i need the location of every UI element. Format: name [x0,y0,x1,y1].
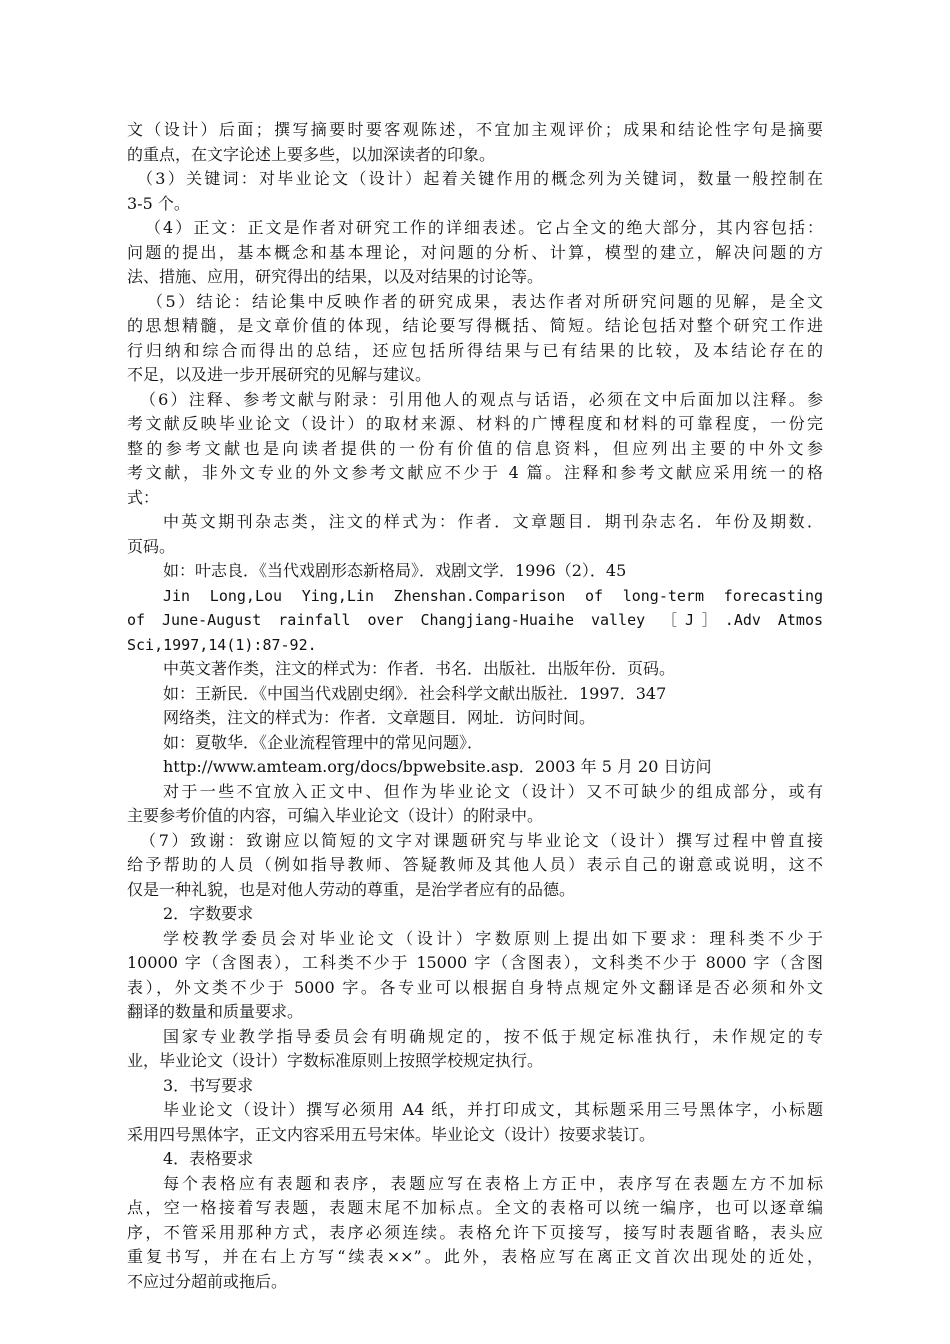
section-heading: 3．书写要求 [163,1076,254,1095]
text-line: 国家专业教学指导委员会有明确规定的，按不低于规定标准执行，未作规定的专 [163,1027,823,1046]
text-line: 仅是一种礼貌，也是对他人劳动的尊重，是治学者应有的品德。 [127,880,576,899]
text-line: 整的参考文献也是向读者提供的一份有价值的信息资料，但应列出主要的中外文参 [127,439,823,458]
text-line: 如：王新民．《中国当代戏剧史纲》．社会科学文献出版社．1997．347 [163,684,667,703]
text-line: 页码。 [127,537,176,556]
text-line: 不应过分超前或拖后。 [127,1272,288,1291]
text-line: 如：夏敬华．《企业流程管理中的常见问题》． [163,733,484,752]
section-heading: 2．字数要求 [163,904,254,923]
text-line: 文（设计）后面；撰写摘要时要客观陈述，不宜加主观评价；成果和结论性字句是摘要 [127,120,823,139]
text-line: 如：叶志良．《当代戏剧形态新格局》．戏剧文学．1996（2）．45 [163,561,627,580]
text-line: 考文献，非外文专业的外文参考文献应不少于 4 篇。注释和参考文献应采用统一的格 [127,463,823,482]
text-line: 3-5 个。 [127,194,190,213]
text-line: （7）致谢：致谢应以简短的文字对课题研究与毕业论文（设计）撰写过程中曾直接 [140,831,823,850]
text-line: 中英文期刊杂志类，注文的样式为：作者．文章题目．期刊杂志名．年份及期数． [163,512,823,531]
text-line: （5）结论：结论集中反映作者的研究成果，表达作者对所研究问题的见解，是全文 [147,292,823,311]
text-line: 式： [127,488,160,507]
text-line: （3）关键词：对毕业论文（设计）起着关键作用的概念列为关键词，数量一般控制在 [137,169,823,188]
text-line: http://www.amteam.org/docs/bpwebsite.asp．2003 年 5 月 20 日访问 [163,757,712,776]
text-line: 中英文著作类，注文的样式为：作者．书名．出版社．出版年份．页码。 [163,659,676,678]
text-line: 序，不管采用那种方式，表序必须连续。表格允许下页接写，接写时表题省略，表头应 [127,1223,823,1242]
text-line: 的思想精髓，是文章价值的体现，结论要写得概括、简短。结论包括对整个研究工作进 [127,316,823,335]
text-line: 给予帮助的人员（例如指导教师、答疑教师及其他人员）表示自己的谢意或说明，这不 [127,855,823,874]
text-line: （6）注释、参考文献与附录：引用他人的观点与话语，必须在文中后面加以注释。参 [140,390,823,409]
text-line: 主要参考价值的内容，可编入毕业论文（设计）的附录中。 [127,806,544,825]
text-line: 对于一些不宜放入正文中、但作为毕业论文（设计）又不可缺少的组成部分，或有 [163,782,823,801]
text-line: 的重点，在文字论述上要多些，以加深读者的印象。 [127,145,496,164]
text-line: 点，空一格接着写表题，表题末尾不加标点。全文的表格可以统一编序，也可以逐章编 [127,1198,823,1217]
text-line: 业，毕业论文（设计）字数标准原则上按照学校规定执行。 [127,1051,544,1070]
text-line: 法、措施、应用，研究得出的结果，以及对结果的讨论等。 [127,267,544,286]
text-line: 问题的提出，基本概念和基本理论，对问题的分析、计算，模型的建立，解决问题的方 [127,243,823,262]
text-line: 每个表格应有表题和表序，表题应写在表格上方正中，表序写在表题左方不加标 [163,1174,823,1193]
text-line: 考文献反映毕业论文（设计）的取材来源、材料的广博程度和材料的可靠程度，一份完 [127,414,823,433]
text-line: 表），外文类不少于 5000 字。各专业可以根据自身特点规定外文翻译是否必须和外文 [127,978,823,997]
text-line: 学校教学委员会对毕业论文（设计）字数原则上提出如下要求：理科类不少于 [163,929,823,948]
text-line: 不足，以及进一步开展研究的见解与建议。 [127,365,432,384]
text-line: 行归纳和综合而得出的总结，还应包括所得结果与已有结果的比较，及本结论存在的 [127,341,823,360]
text-line: 重复书写，并在右上方写“续表××”。此外，表格应写在离正文首次出现处的近处， [127,1247,823,1266]
text-line: Jin Long,Lou Ying,Lin Zhenshan.Comparison of long-term forecasting [163,587,823,605]
text-line: 采用四号黑体字，正文内容采用五号宋体。毕业论文（设计）按要求装订。 [127,1125,656,1144]
section-heading: 4．表格要求 [163,1149,254,1168]
text-line: 网络类，注文的样式为：作者．文章题目．网址．访问时间。 [163,708,596,727]
text-line: 10000 字（含图表），工科类不少于 15000 字（含图表），文科类不少于 8000 字（含图 [127,953,823,972]
text-line: 毕业论文（设计）撰写必须用 A4 纸，并打印成文，其标题采用三号黑体字，小标题 [163,1100,823,1119]
text-line: of June-August rainfall over Changjiang-Huaihe valley ［J］.Adv Atmos [127,611,823,629]
text-line: Sci,1997,14(1):87-92. [127,636,317,654]
text-line: （4）正文：正文是作者对研究工作的详细表述。它占全文的绝大部分，其内容包括： [145,218,823,237]
text-line: 翻译的数量和质量要求。 [127,1002,304,1021]
